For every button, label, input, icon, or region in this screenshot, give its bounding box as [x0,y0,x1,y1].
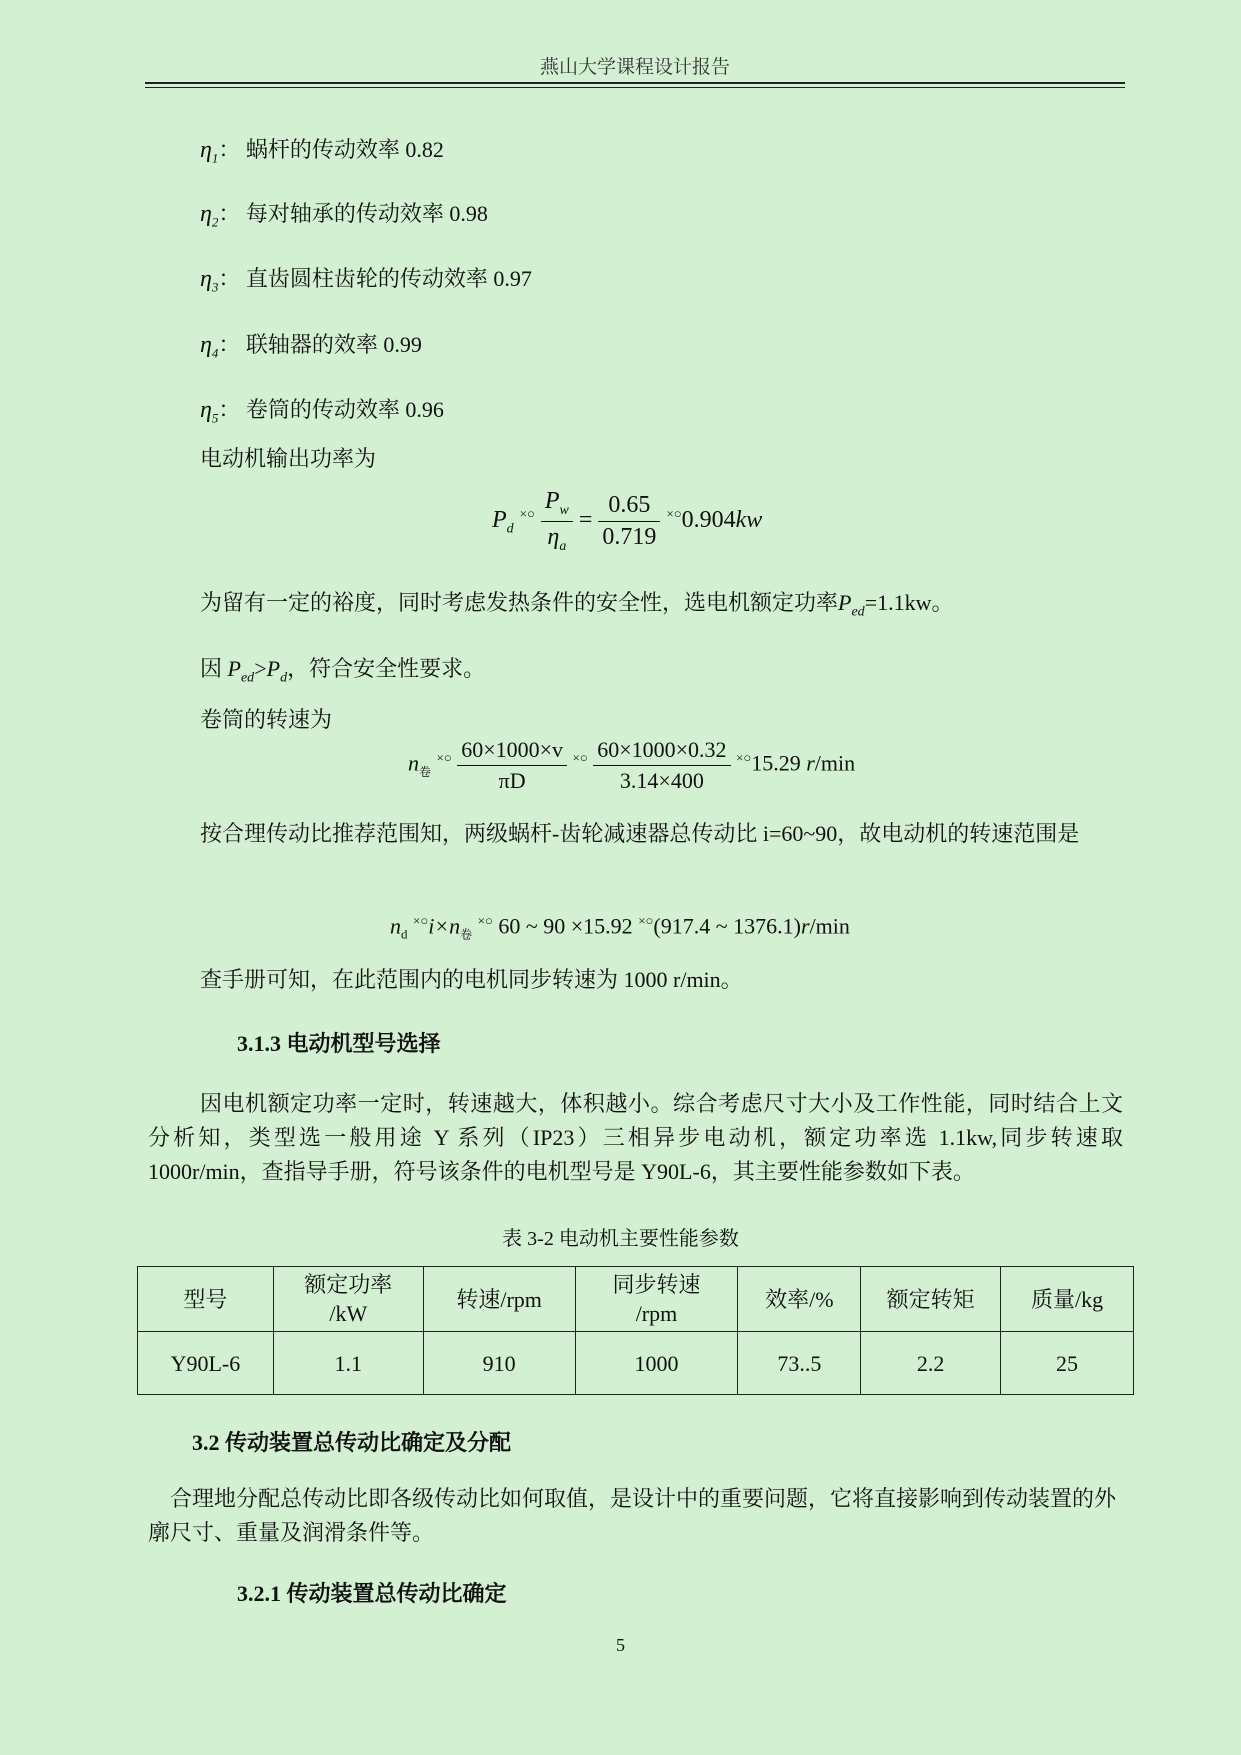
header-cell: 同步转速 /rpm [575,1267,738,1332]
header-cell: 效率/% [738,1267,861,1332]
ratio-range-paragraph: 按合理传动比推荐范围知，两级蜗杆-齿轮减速器总传动比 i=60~90，故电动机的转速范围是 [200,821,1080,846]
eta-line: $\eta_5$： 卷筒的传动效率 0.96 [200,397,444,426]
since-text: 因 $P_{ed}>P_d$，符合安全性要求。 [200,656,486,686]
header-rule-thick [145,82,1125,84]
section-heading-3-1-3: 3.1.3 电动机型号选择 [237,1031,441,1056]
manual-text: 查手册可知，在此范围内的电机同步转速为 1000 r/min。 [200,967,743,992]
motor-speed-formula: $n_d$ $^{\times○}i\times n_卷$ ×○ 60 ~ 90 ×15.92 ×○(917.4 ~ 1376.1)r/min [390,913,850,942]
table-cell: 25 [1001,1332,1134,1395]
eta-line: $\eta_2$： 每对轴承的传动效率 0.98 [200,201,488,230]
motor-spec-table [137,1266,1134,1395]
header-rule-thin [145,87,1125,88]
header-cell: 质量/kg [1001,1267,1134,1332]
eta-line: $\eta_3$： 直齿圆柱齿轮的传动效率 0.97 [200,266,532,295]
table-cell: 910 [423,1332,575,1395]
header-cell: 额定转矩 [861,1267,1001,1332]
header-cell: 额定功率 /kW [273,1267,423,1332]
page-number: 5 [616,1635,625,1655]
motor-output-text: 电动机输出功率为 [200,446,377,471]
page-header: 燕山大学课程设计报告 [539,57,730,78]
table-header-row [138,1267,1134,1332]
table-cell: 1.1 [273,1332,423,1395]
ratio-distribution-paragraph: 合理地分配总传动比即各级传动比如何取值，是设计中的重要问题，它将直接影响到传动装置的外廓尺寸、重量及润滑条件等。 [148,1486,1117,1545]
table-row [138,1332,1134,1395]
table-cell: 2.2 [861,1332,1001,1395]
drum-speed-text: 卷筒的转速为 [200,707,333,732]
table-cell: 1000 [575,1332,738,1395]
power-formula: $P_d$ ×○ $\frac{P_w}{\eta_a}$ = $\frac{0.65}{0.719}$ ×○0.904kw [492,488,763,554]
eta-line: $\eta_1$： 蜗杆的传动效率 0.82 [200,137,444,166]
section-heading-3-2: 3.2 传动装置总传动比确定及分配 [192,1430,512,1455]
header-cell: 转速/rpm [423,1267,575,1332]
drum-speed-formula: $n_卷$ ×○ $\frac{60\times 1000\times v}{\pi D}$ ×○ $\frac{60\times 1000\times 0.32}{3.14\times 400}$ ×○15.29 r/min [408,737,856,793]
motor-selection-paragraph: 因电机额定功率一定时，转速越大，体积越小。综合考虑尺寸大小及工作性能，同时结合上文分析知，类型选一般用途 Y 系列（IP23）三相异步电动机，额定功率选 1.1kw,同步转速取 1000r/min，查指导手册，符号该条件的电机型号是 Y90L-6，其主要性能参数如下表。 [148,1091,1123,1184]
header-cell: 型号 [138,1267,274,1332]
table-cell: 73..5 [738,1332,861,1395]
table-cell: Y90L-6 [138,1332,274,1395]
section-heading-3-2-1: 3.2.1 传动装置总传动比确定 [237,1581,507,1606]
eta-line: $\eta_4$： 联轴器的效率 0.99 [200,332,422,361]
table-caption: 表 3-2 电动机主要性能参数 [502,1228,739,1250]
margin-text: 为留有一定的裕度，同时考虑发热条件的安全性，选电机额定功率$P_{ed}=1.1kw$。 [200,590,954,620]
